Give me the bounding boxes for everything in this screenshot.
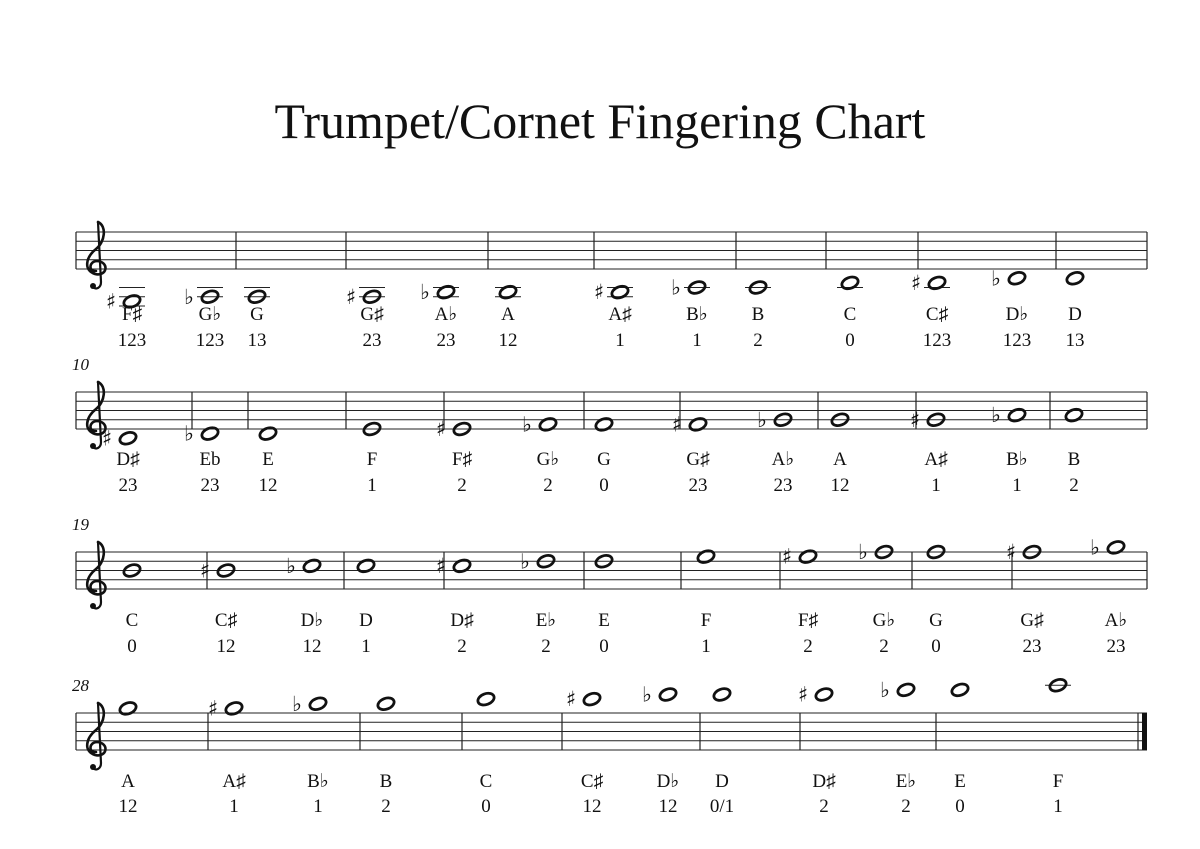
note: [1045, 677, 1071, 817]
note: [910, 408, 948, 496]
valve-fingering: 12: [302, 636, 322, 657]
note-name: G♭: [198, 304, 222, 325]
sharp-icon: ♯: [594, 280, 605, 305]
flat-icon: ♭: [757, 407, 767, 432]
note: [292, 692, 329, 817]
note-name: G♯: [686, 449, 710, 470]
note-name: F♯: [121, 304, 143, 325]
note-name: A: [501, 304, 515, 325]
note: [671, 276, 710, 352]
note: [594, 553, 613, 657]
valve-fingering: 0: [599, 475, 609, 496]
whole-note-head: [610, 284, 629, 300]
note-name: A: [121, 771, 135, 792]
note-name: F: [700, 610, 712, 631]
valve-fingering: 1: [692, 330, 702, 351]
sharp-icon: ♯: [910, 407, 921, 432]
valve-fingering: 12: [582, 796, 602, 817]
note: [286, 554, 323, 657]
note-name: D♯: [812, 771, 836, 792]
valve-fingering: 2: [543, 475, 553, 496]
valve-fingering: 123: [1002, 330, 1032, 351]
note: [118, 700, 137, 817]
note: [594, 416, 613, 496]
whole-note-head: [308, 696, 327, 712]
whole-note-head: [896, 682, 915, 698]
valve-fingering: 0: [599, 636, 609, 657]
valve-fingering: 2: [803, 636, 813, 657]
sharp-icon: ♯: [672, 412, 683, 437]
note-name: E: [262, 449, 274, 470]
note: [696, 549, 715, 657]
note-name: F: [366, 449, 378, 470]
note: [106, 288, 146, 352]
valve-fingering: 1: [1012, 475, 1022, 496]
note-name: A♭: [771, 449, 795, 470]
valve-fingering: 1: [931, 475, 941, 496]
flat-icon: ♭: [671, 275, 681, 300]
page-title: Trumpet/Cornet Fingering Chart: [274, 93, 926, 149]
flat-icon: ♭: [1090, 535, 1100, 560]
note: [911, 271, 951, 351]
note: [495, 284, 521, 351]
note-name: C: [125, 610, 139, 631]
valve-fingering: 12: [118, 796, 138, 817]
measure-number: 19: [72, 515, 89, 534]
note-name: A♭: [434, 304, 458, 325]
valve-fingering: 12: [216, 636, 236, 657]
whole-note-head: [1064, 407, 1083, 423]
final-barline: [1142, 713, 1147, 750]
valve-fingering: 2: [901, 796, 911, 817]
flat-icon: ♭: [420, 280, 430, 305]
whole-note-head: [950, 682, 969, 698]
whole-note-head: [696, 549, 715, 565]
sharp-icon: ♯: [346, 284, 357, 309]
sharp-icon: ♯: [102, 426, 113, 451]
note-name: E♭: [895, 771, 917, 792]
valve-fingering: 123: [922, 330, 952, 351]
note-name: B: [1067, 449, 1081, 470]
note-name: E♭: [535, 610, 557, 631]
valve-fingering: 0/1: [709, 796, 735, 817]
valve-fingering: 123: [195, 330, 225, 351]
note: [356, 558, 375, 657]
flat-icon: ♭: [184, 421, 194, 446]
note-name: G: [597, 449, 611, 470]
valve-fingering: 0: [845, 330, 855, 351]
whole-note-head: [376, 696, 395, 712]
flat-icon: ♭: [286, 553, 296, 578]
sharp-icon: ♯: [200, 558, 211, 583]
whole-note-head: [538, 416, 557, 432]
note: [244, 288, 270, 352]
valve-fingering: 0: [955, 796, 965, 817]
valve-fingering: 12: [258, 475, 278, 496]
note: [594, 280, 633, 351]
note: [991, 266, 1031, 351]
note: [1006, 540, 1044, 657]
valve-fingering: 0: [931, 636, 941, 657]
valve-fingering: 23: [688, 475, 708, 496]
note-name: C: [479, 771, 493, 792]
flat-icon: ♭: [991, 266, 1001, 291]
note-name: C♯: [214, 610, 238, 631]
valve-fingering: 2: [457, 636, 467, 657]
whole-note-head: [840, 275, 859, 291]
whole-note-head: [1007, 270, 1026, 286]
note-name: G♯: [1020, 610, 1044, 631]
note: [837, 275, 863, 351]
note: [1065, 270, 1084, 351]
valve-fingering: 1: [361, 636, 371, 657]
note: [346, 285, 385, 351]
sharp-icon: ♯: [566, 687, 577, 712]
note-name: D♯: [116, 449, 140, 470]
valve-fingering: 23: [436, 330, 456, 351]
note: [672, 412, 710, 496]
note: [258, 426, 277, 496]
whole-note-head: [118, 430, 137, 446]
flat-icon: ♭: [522, 412, 532, 437]
note-name: B♭: [686, 304, 708, 325]
valve-fingering: 13: [247, 330, 267, 351]
whole-note-head: [200, 426, 219, 442]
note-name: C♯: [925, 304, 949, 325]
note-name: G: [250, 304, 264, 325]
flat-icon: ♭: [520, 549, 530, 574]
whole-note-head: [1106, 539, 1125, 555]
whole-note-head: [594, 416, 613, 432]
flat-icon: ♭: [642, 682, 652, 707]
whole-note-head: [1007, 407, 1026, 423]
valve-fingering: 12: [498, 330, 518, 351]
valve-fingering: 23: [118, 475, 138, 496]
whole-note-head: [658, 687, 677, 703]
note-name: F: [1052, 771, 1064, 792]
note: [710, 687, 734, 817]
whole-note-head: [1065, 270, 1084, 286]
staff-system: [72, 515, 1147, 657]
note-name: F♯: [451, 449, 473, 470]
valve-fingering: 2: [753, 330, 763, 351]
note-name: A♯: [924, 449, 948, 470]
staff-system: [72, 676, 1147, 817]
note-name: G♯: [360, 304, 384, 325]
note: [745, 280, 771, 351]
whole-note-head: [927, 275, 946, 291]
note: [420, 280, 459, 351]
valve-fingering: 23: [773, 475, 793, 496]
flat-icon: ♭: [858, 540, 868, 564]
whole-note-head: [258, 426, 277, 442]
valve-fingering: 1: [229, 796, 239, 817]
valve-fingering: 2: [1069, 475, 1079, 496]
note: [376, 696, 395, 817]
note: [858, 540, 895, 657]
valve-fingering: 2: [879, 636, 889, 657]
sharp-icon: ♯: [106, 289, 117, 314]
note-name: A: [833, 449, 847, 470]
whole-note-head: [582, 691, 601, 707]
valve-fingering: 13: [1065, 330, 1085, 351]
note-name: D: [1068, 304, 1082, 325]
note-name: A♯: [608, 304, 632, 325]
valve-fingering: 1: [701, 636, 711, 657]
note-name: B♭: [1006, 449, 1028, 470]
valve-fingering: 23: [1022, 636, 1042, 657]
sharp-icon: ♯: [436, 417, 447, 441]
note-name: D♭: [656, 771, 680, 792]
valve-fingering: 1: [313, 796, 323, 817]
note-name: D: [359, 610, 373, 631]
sharp-icon: ♯: [436, 553, 447, 578]
valve-fingering: 1: [615, 330, 625, 351]
note-name: G♭: [536, 449, 560, 470]
note-name: G: [929, 610, 943, 631]
whole-note-head: [476, 691, 495, 707]
note: [362, 421, 381, 496]
note-name: A♯: [222, 771, 246, 792]
note: [122, 563, 141, 657]
note-name: B: [379, 771, 393, 792]
note: [566, 687, 603, 817]
sharp-icon: ♯: [782, 544, 793, 569]
note-name: A♭: [1104, 610, 1128, 631]
flat-icon: ♭: [184, 284, 194, 309]
valve-fingering: 23: [1106, 636, 1126, 657]
valve-fingering: 2: [541, 636, 551, 657]
note: [880, 678, 916, 817]
whole-note-head: [814, 687, 833, 703]
whole-note-head: [452, 558, 471, 574]
note-name: B: [751, 304, 765, 325]
flat-icon: ♭: [292, 691, 302, 716]
valve-fingering: 2: [819, 796, 829, 817]
note-name: B♭: [307, 771, 329, 792]
whole-note-head: [356, 558, 375, 574]
valve-fingering: 1: [367, 475, 377, 496]
note: [208, 696, 246, 817]
note-name: D♭: [1005, 304, 1029, 325]
note-name: D♯: [450, 610, 474, 631]
note-name: F♯: [797, 610, 819, 631]
note: [757, 408, 794, 496]
staff-system: [76, 222, 1147, 351]
note-name: C: [843, 304, 857, 325]
valve-fingering: 0: [481, 796, 491, 817]
measure-number: 10: [72, 355, 89, 374]
note: [782, 545, 818, 657]
note-name: C♯: [580, 771, 604, 792]
whole-note-head: [498, 284, 517, 300]
whole-note-head: [688, 416, 707, 432]
note: [184, 422, 221, 496]
sharp-icon: ♯: [911, 270, 922, 295]
valve-fingering: 23: [362, 330, 382, 351]
valve-fingering: 0: [127, 636, 137, 657]
note: [991, 403, 1028, 496]
note-name: E: [954, 771, 966, 792]
whole-note-head: [118, 700, 137, 716]
whole-note-head: [712, 687, 731, 703]
note: [102, 426, 140, 496]
flat-icon: ♭: [880, 677, 890, 702]
note-name: D♭: [300, 610, 324, 631]
note: [184, 285, 224, 351]
valve-fingering: 2: [381, 796, 391, 817]
flat-icon: ♭: [991, 403, 1001, 428]
valve-fingering: 2: [457, 475, 467, 496]
measure-number: 28: [72, 676, 89, 695]
whole-note-head: [798, 549, 817, 565]
valve-fingering: 12: [830, 475, 850, 496]
whole-note-head: [436, 284, 455, 300]
sharp-icon: ♯: [1006, 540, 1017, 564]
note: [830, 412, 849, 496]
sharp-icon: ♯: [208, 696, 219, 721]
valve-fingering: 123: [117, 330, 147, 351]
note: [522, 412, 559, 496]
sharp-icon: ♯: [798, 682, 809, 707]
whole-note-head: [224, 700, 243, 716]
note-name: G♭: [872, 610, 896, 631]
note: [476, 691, 495, 817]
valve-fingering: 23: [200, 475, 220, 496]
valve-fingering: 1: [1053, 796, 1063, 817]
note: [520, 549, 556, 657]
note: [200, 559, 237, 658]
note-name: E: [598, 610, 610, 631]
note: [1090, 535, 1127, 657]
note: [436, 554, 474, 657]
note: [1064, 407, 1083, 496]
staff-system: [72, 355, 1147, 496]
note-name: D: [715, 771, 729, 792]
whole-note-head: [302, 558, 321, 574]
valve-fingering: 12: [658, 796, 678, 817]
note-name: Eb: [199, 449, 221, 470]
